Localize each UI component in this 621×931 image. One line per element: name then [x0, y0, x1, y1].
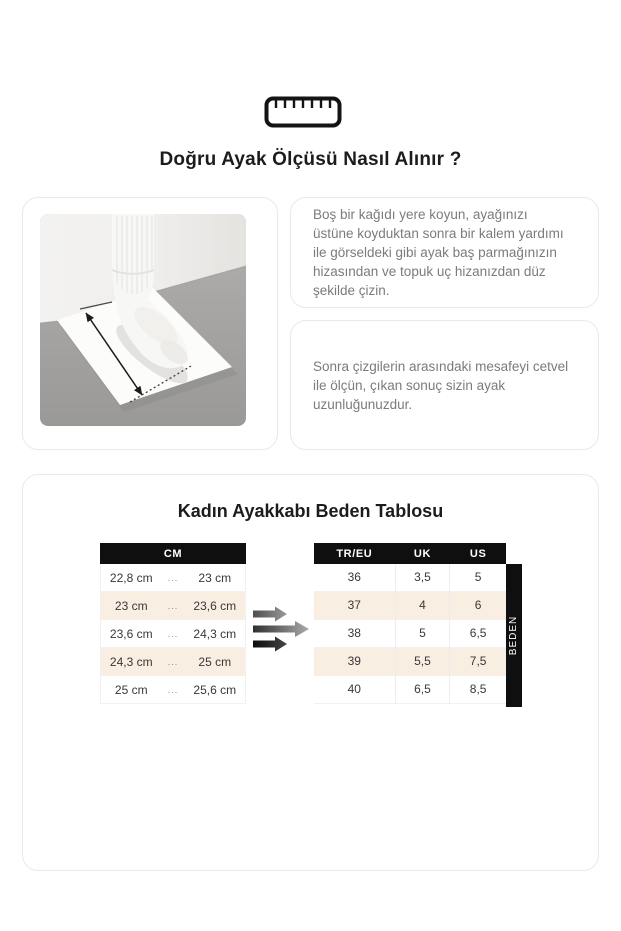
- size-table: [314, 543, 506, 704]
- size-tr-eu: 37: [347, 597, 361, 612]
- size-uk: 5: [395, 620, 451, 648]
- foot-photo-card: [22, 197, 278, 450]
- range-separator: ...: [167, 656, 179, 667]
- table-row: [314, 564, 506, 592]
- size-uk: 5,5: [395, 648, 451, 676]
- size-tr-eu: 36: [347, 569, 361, 584]
- cm-min: 24,3 cm: [109, 654, 153, 669]
- instruction-step2-text: Sonra çizgilerin arasındaki mesafeyi cetvel ile ölçün, çıkan sonuç sizin ayak uzunluğunuzdur.: [313, 358, 569, 412]
- table-row: [314, 648, 506, 676]
- ruler-icon: [264, 96, 342, 128]
- size-us: 6: [474, 597, 482, 612]
- range-separator: ...: [167, 600, 179, 611]
- size-uk: 3,5: [395, 564, 451, 592]
- cm-max: 23,6 cm: [193, 598, 237, 613]
- size-chart-card: [22, 474, 599, 871]
- size-tr-eu: 39: [347, 653, 361, 668]
- table-row: [314, 620, 506, 648]
- ruler-icon-svg: [264, 96, 342, 128]
- foot-measurement-photo: [40, 214, 246, 426]
- cm-table-header: CM: [100, 543, 246, 564]
- size-uk: 6,5: [395, 676, 451, 704]
- size-us: 8,5: [469, 681, 487, 696]
- range-separator: ...: [167, 628, 179, 639]
- col-header-tr-eu: TR/EU: [336, 547, 373, 560]
- size-chart-title: Kadın Ayakkabı Beden Tablosu: [177, 501, 444, 521]
- size-us: 5: [474, 569, 482, 584]
- table-row: [100, 648, 246, 676]
- table-row: [314, 676, 506, 704]
- size-tr-eu: 40: [347, 681, 361, 696]
- beden-side-label-text: BEDEN: [508, 615, 520, 656]
- instruction-step1-card: [290, 197, 599, 308]
- instruction-step1-text: Boş bir kağıdı yere koyun, ayağınızı üstüne koyduktan sonra bir kalem yardımı ile görseldeki gibi ayak baş parmağınızın hizasından ve topuk uç hizanızdan düz şekilde çizin.: [313, 207, 564, 298]
- cm-min: 23,6 cm: [109, 626, 153, 641]
- instruction-step2-card: [290, 320, 599, 450]
- table-row: [100, 676, 246, 704]
- cm-min: 23 cm: [114, 598, 148, 613]
- cm-min: 25 cm: [114, 682, 148, 697]
- page-title: Doğru Ayak Ölçüsü Nasıl Alınır ?: [159, 149, 462, 170]
- size-uk: 4: [395, 592, 451, 620]
- size-us: 7,5: [469, 653, 487, 668]
- cm-min: 22,8 cm: [109, 570, 153, 585]
- beden-side-label: [506, 564, 522, 707]
- cm-max: 23 cm: [198, 570, 232, 585]
- table-row: [100, 564, 246, 592]
- table-row: [314, 592, 506, 620]
- size-tr-eu: 38: [347, 625, 361, 640]
- range-separator: ...: [167, 684, 179, 695]
- size-table-header: [314, 543, 506, 564]
- table-row: [100, 592, 246, 620]
- table-row: [100, 620, 246, 648]
- mapping-arrows-icon: [251, 601, 313, 653]
- col-header-us: US: [469, 547, 487, 560]
- cm-max: 25 cm: [198, 654, 232, 669]
- range-separator: ...: [167, 572, 179, 583]
- col-header-uk: UK: [413, 547, 432, 560]
- cm-max: 25,6 cm: [193, 682, 237, 697]
- cm-table: [100, 543, 246, 704]
- cm-max: 24,3 cm: [193, 626, 237, 641]
- size-us: 6,5: [469, 625, 487, 640]
